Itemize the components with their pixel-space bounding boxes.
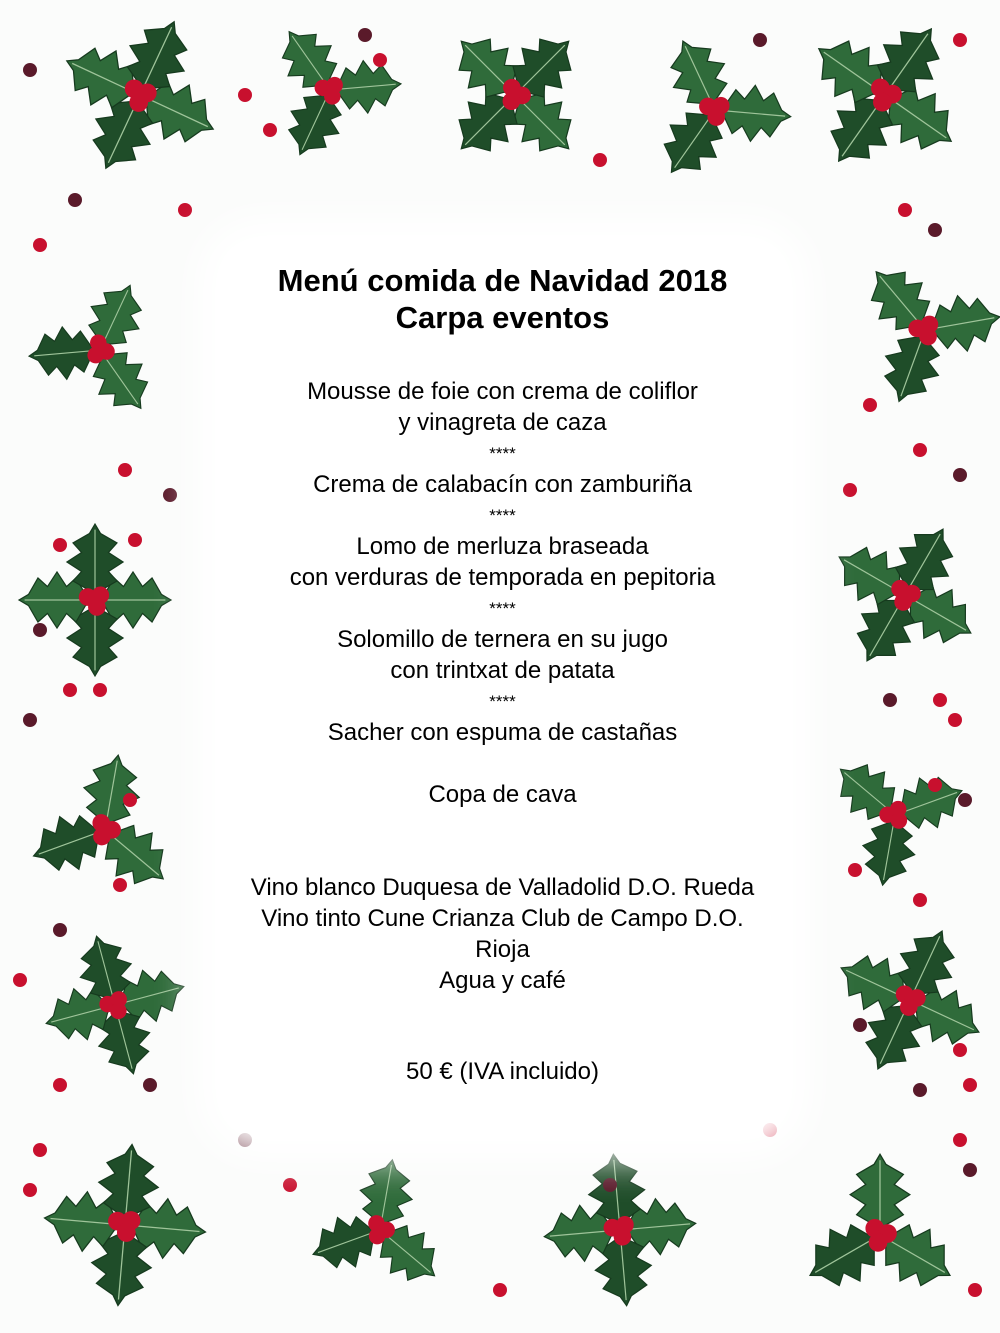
berry-dot xyxy=(898,203,912,217)
berry-dot xyxy=(953,33,967,47)
holly-sprig xyxy=(824,223,1000,428)
holly-sprig xyxy=(806,496,1000,694)
drink-line-1: Vino blanco Duquesa de Valladolid D.O. Rueda xyxy=(250,874,755,901)
holly-sprig xyxy=(7,726,212,931)
berry-dot xyxy=(953,1043,967,1057)
holly-sprig xyxy=(775,0,995,205)
berry-dot xyxy=(178,203,192,217)
berry-dot xyxy=(963,1078,977,1092)
berry-dot xyxy=(63,683,77,697)
berry-dot xyxy=(963,1163,977,1177)
berry-dot xyxy=(953,1133,967,1147)
berry-dot xyxy=(928,778,942,792)
holly-sprig xyxy=(784,1132,985,1333)
berry-dot xyxy=(238,1133,252,1147)
holly-sprig xyxy=(288,1132,480,1324)
course-1-line-1: Mousse de foie con crema de coliflor xyxy=(307,378,698,405)
menu-content xyxy=(200,262,805,1087)
berry-dot xyxy=(373,53,387,67)
berry-dot xyxy=(863,398,877,412)
berry-dot xyxy=(113,878,127,892)
course-separator: **** xyxy=(489,444,516,463)
course-5-line-1: Sacher con espuma de castañas xyxy=(327,719,678,746)
course-3-line-2: con verduras de temporada en pepitoria xyxy=(289,564,716,591)
berry-dot xyxy=(593,153,607,167)
course-3-line-1: Lomo de merluza braseada xyxy=(356,533,649,560)
berry-dot xyxy=(883,693,897,707)
course-2-line-1: Crema de calabacín con zamburiña xyxy=(313,471,692,498)
berry-dot xyxy=(33,1143,47,1157)
berry-dot xyxy=(958,793,972,807)
berry-dot xyxy=(848,863,862,877)
berry-dot xyxy=(68,193,82,207)
holly-sprig xyxy=(405,0,625,205)
berry-dot xyxy=(123,793,137,807)
berry-dot xyxy=(928,223,942,237)
holly-sprig xyxy=(517,1127,724,1333)
berry-dot xyxy=(143,1078,157,1092)
berry-dot xyxy=(13,973,27,987)
holly-sprig xyxy=(0,501,194,699)
holly-sprig xyxy=(817,907,1000,1094)
holly-sprig xyxy=(629,17,808,196)
berry-dot xyxy=(913,1083,927,1097)
berry-dot xyxy=(263,123,277,137)
menu-subtitle: Carpa eventos xyxy=(395,300,610,335)
holly-sprig xyxy=(795,710,996,911)
course-4-line-2: con trintxat de patata xyxy=(390,657,615,684)
berry-dot xyxy=(493,1283,507,1297)
course-4-line-1: Solomillo de ternera en su jugo xyxy=(337,626,668,653)
berry-dot xyxy=(128,533,142,547)
berry-dot xyxy=(53,923,67,937)
berry-dot xyxy=(93,683,107,697)
berry-dot xyxy=(953,468,967,482)
price-line: 50 € (IVA incluido) xyxy=(406,1058,599,1085)
berry-dot xyxy=(913,443,927,457)
berry-dot xyxy=(753,33,767,47)
holly-sprig xyxy=(239,0,424,178)
berry-dot xyxy=(23,63,37,77)
holly-sprig xyxy=(41,0,240,194)
berry-dot xyxy=(23,713,37,727)
berry-dot xyxy=(118,463,132,477)
berry-dot xyxy=(968,1283,982,1297)
berry-dot xyxy=(33,623,47,637)
berry-dot xyxy=(283,1178,297,1192)
course-separator: **** xyxy=(489,506,516,525)
course-separator: **** xyxy=(489,692,516,711)
berry-dot xyxy=(163,488,177,502)
drink-line-2: Vino tinto Cune Crianza Club de Campo D.O. xyxy=(261,905,744,932)
course-separator: **** xyxy=(489,599,516,618)
holly-sprig xyxy=(26,1126,225,1325)
berry-dot xyxy=(358,28,372,42)
berry-dot xyxy=(53,538,67,552)
holly-sprig xyxy=(12,902,219,1109)
berry-dot xyxy=(603,1178,617,1192)
drink-line-4: Agua y café xyxy=(439,967,566,994)
holly-sprig xyxy=(3,248,207,452)
berry-dot xyxy=(913,893,927,907)
berry-dot xyxy=(53,1078,67,1092)
berry-dot xyxy=(843,483,857,497)
berry-dot xyxy=(23,1183,37,1197)
berry-dot xyxy=(933,693,947,707)
berry-dot xyxy=(763,1123,777,1137)
drink-line-3: Rioja xyxy=(475,936,530,963)
berry-dot xyxy=(238,88,252,102)
berry-dot xyxy=(33,238,47,252)
toast-line: Copa de cava xyxy=(428,781,577,808)
berry-dot xyxy=(853,1018,867,1032)
course-1-line-2: y vinagreta de caza xyxy=(398,409,607,436)
berry-dot xyxy=(948,713,962,727)
menu-title: Menú comida de Navidad 2018 xyxy=(277,263,728,298)
